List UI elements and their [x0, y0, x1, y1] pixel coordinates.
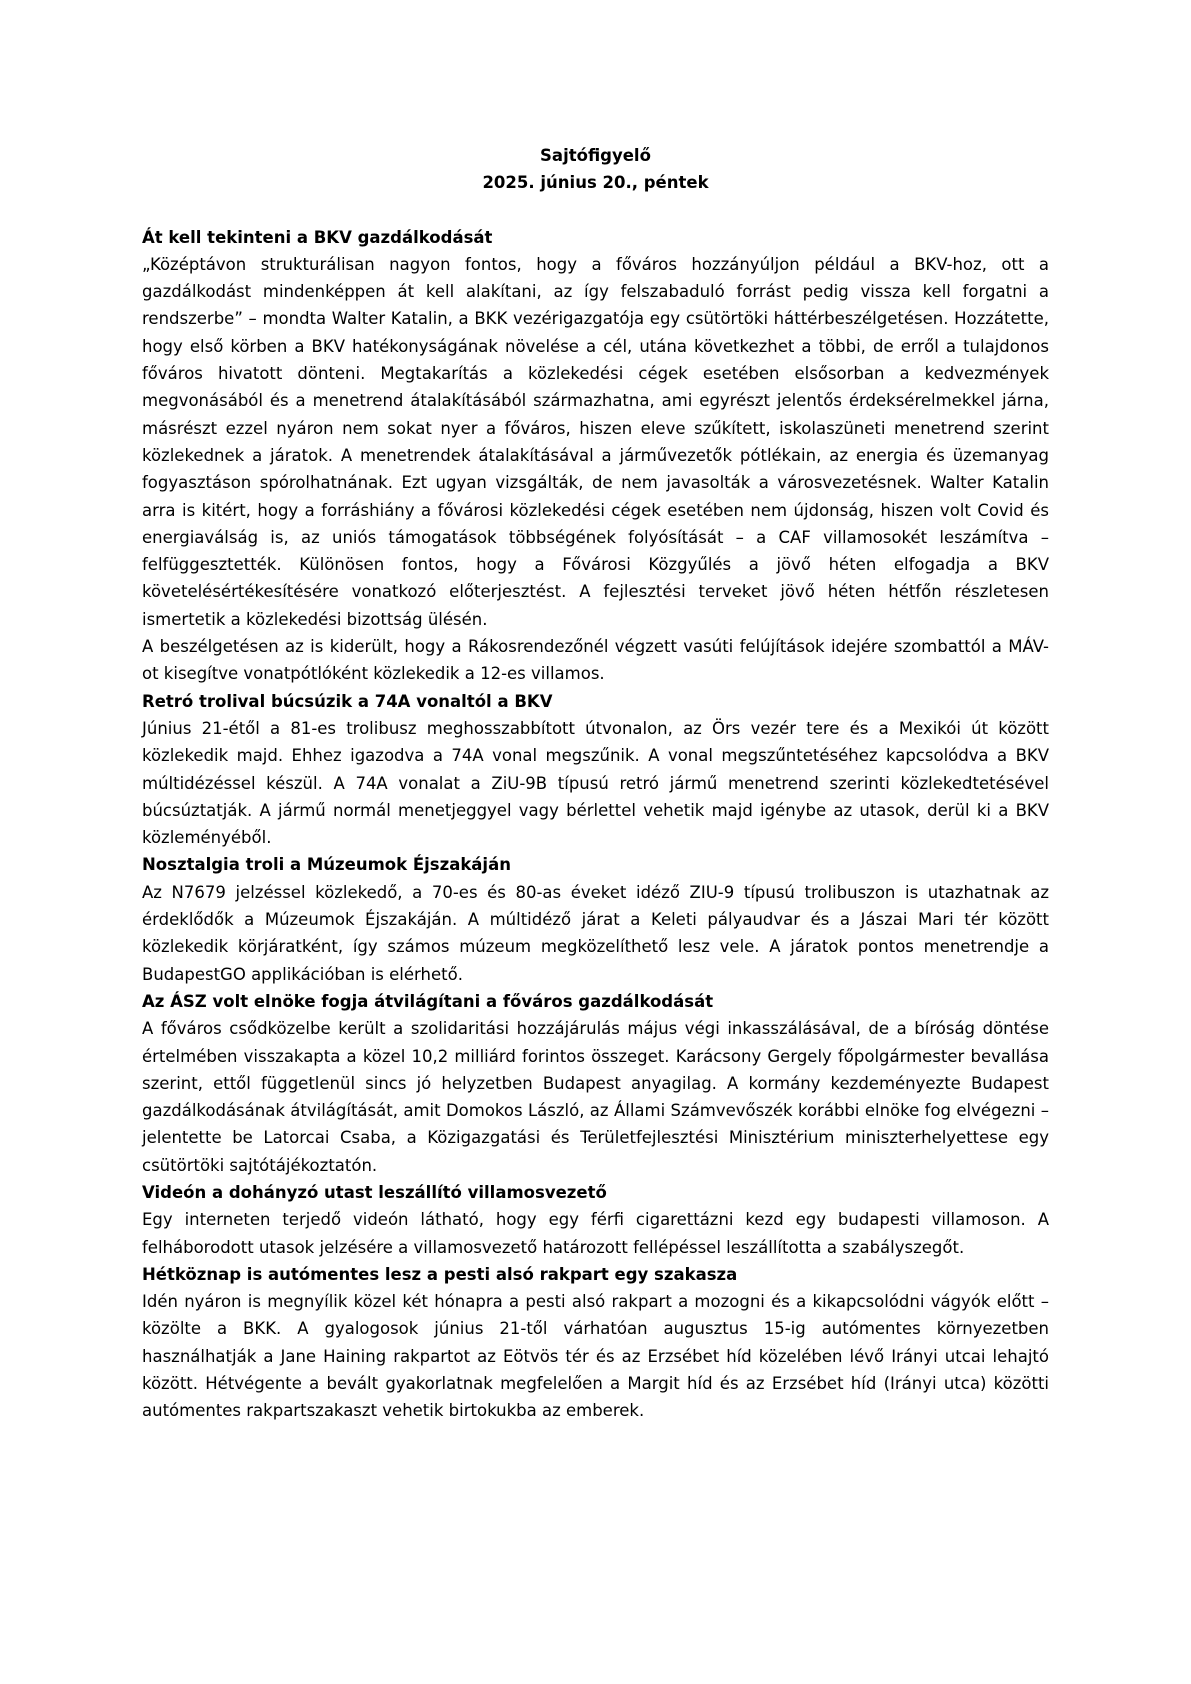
document-date: 2025. június 20., péntek	[482, 173, 709, 193]
article-title: Hétköznap is autómentes lesz a pesti alsó rakpart egy szakasza	[142, 1264, 738, 1284]
article-title: Át kell tekinteni a BKV gazdálkodását	[142, 227, 493, 247]
article-title: Videón a dohányzó utast leszállító villamosvezető	[142, 1182, 607, 1202]
article-paragraph: A beszélgetésen az is kiderült, hogy a Rákosrendezőnél végzett vasúti felújítások idejére szombattól a MÁV-ot kisegítve vonatpótlóként közlekedik a 12-es villamos.	[142, 637, 1049, 684]
article-automentes-rakpart	[142, 1261, 1049, 1425]
article-paragraph: „Középtávon strukturálisan nagyon fontos, hogy a főváros hozzányúljon például a BKV-hoz, ott a gazdálkodást mindenképpen át kell alakítani, az így felszabaduló forrást pedig vissza kell forgatni a rendszerbe” – mondta Walter Katalin, a BKK vezérigazgatója egy csütörtöki háttérbeszélgetésen. Hozzátette, hogy első körben a BKV hatékonyságának növelése a cél, utána következhet a többi, de erről a tulajdonos főváros hivatott dönteni. Megtakarítás a közlekedési cégek esetében elsősorban a kedvezmények megvonásából és a menetrend átalakításából származhatna, ami egyrészt jelentős érdeksérelmekkel járna, másrészt ezzel nyáron nem sokat nyer a főváros, hiszen eleve szűkített, iskolaszüneti menetrend szerint közlekednek a járatok. A menetrendek átalakításával a járművezetők pótlékain, az energia és üzemanyag fogyasztáson spórolhatnának. Ezt ugyan vizsgálták, de nem javasolták a városvezetésnek. Walter Katalin arra is kitért, hogy a forráshiány a fővárosi közlekedési cégek esetében nem újdonság, hiszen volt Covid és energiaválság is, az uniós támogatások többségének folyósítását – a CAF villamosokét leszámítva – felfüggesztették. Különösen fontos, hogy a Fővárosi Közgyűlés a jövő héten elfogadja a BKV követelésértékesítésére vonatkozó előterjesztést. A fejlesztési terveket jövő héten hétfőn részletesen ismertetik a közlekedési bizottság ülésén.	[142, 254, 1049, 629]
document-title: Sajtófigyelő	[540, 146, 651, 165]
article-dohanyzo-utas	[142, 1179, 1049, 1261]
article-paragraph: Egy interneten terjedő videón látható, hogy egy férfi cigarettázni kezd egy budapesti villamoson. A felháborodott utasok jelzésére a villamosvezető határozott fellépéssel leszállította a szabályszegőt.	[142, 1210, 1049, 1257]
article-title: Az ÁSZ volt elnöke fogja átvilágítani a főváros gazdálkodását	[142, 991, 714, 1011]
article-title: Retró trolival búcsúzik a 74A vonaltól a BKV	[142, 691, 553, 711]
article-title: Nosztalgia troli a Múzeumok Éjszakáján	[142, 855, 511, 875]
article-nosztalgia-troli	[142, 851, 1049, 987]
article-paragraph: A főváros csődközelbe került a szolidaritási hozzájárulás május végi inkasszálásával, de a bíróság döntése értelmében visszakapta a közel 10,2 milliárd forintos összeget. Karácsony Gergely főpolgármester bevallása szerint, ettől függetlenül sincs jó helyzetben Budapest anyagilag. A kormány kezdeményezte Budapest gazdálkodásának átvilágítását, amit Domokos László, az Állami Számvevőszék korábbi elnöke fog elvégezni – jelentette be Latorcai Csaba, a Közigazgatási és Területfejlesztési Minisztérium miniszterhelyettese egy csütörtöki sajtótájékoztatón.	[142, 1019, 1049, 1175]
article-paragraph: Idén nyáron is megnyílik közel két hónapra a pesti alsó rakpart a mozogni és a kikapcsolódni vágyók előtt – közölte a BKK. A gyalogosok június 21-től várhatóan augusztus 15-ig autómentes környezetben használhatják a Jane Haining rakpartot az Eötvös tér és az Erzsébet híd közelében lévő Irányi utcai lehajtó között. Hétvégente a bevált gyakorlatnak megfelelően a Margit híd és az Erzsébet híd (Irányi utca) közötti autómentes rakpartszakaszt vehetik birtokukba az emberek.	[142, 1292, 1049, 1421]
article-paragraph: Az N7679 jelzéssel közlekedő, a 70-es és 80-as éveket idéző ZIU-9 típusú trolibuszon is utazhatnak az érdeklődők a Múzeumok Éjszakáján. A múltidéző járat a Keleti pályaudvar és a Jászai Mari tér között közlekedik körjáratként, így számos múzeum megközelíthető lesz vele. A járatok pontos menetrendje a BudapestGO applikációban is elérhető.	[142, 882, 1049, 984]
article-asz-atvilagitas	[142, 988, 1049, 1179]
article-bkv-gazdalkodas	[142, 224, 1049, 688]
article-paragraph: Június 21-étől a 81-es trolibusz meghosszabbított útvonalon, az Örs vezér tere és a Mexikói út között közlekedik majd. Ehhez igazodva a 74A vonal megszűnik. A vonal megszűntetéséhez kapcsolódva a BKV múltidézéssel készül. A 74A vonalat a ZiU-9B típusú retró jármű menetrend szerinti közlekedtetésével búcsúztatják. A jármű normál menetjeggyel vagy bérlettel vehetik majd igénybe az utasok, derül ki a BKV közleményéből.	[142, 718, 1049, 848]
header-spacer	[142, 197, 1049, 224]
article-retro-troli	[142, 688, 1049, 852]
document-content	[142, 142, 1049, 1425]
